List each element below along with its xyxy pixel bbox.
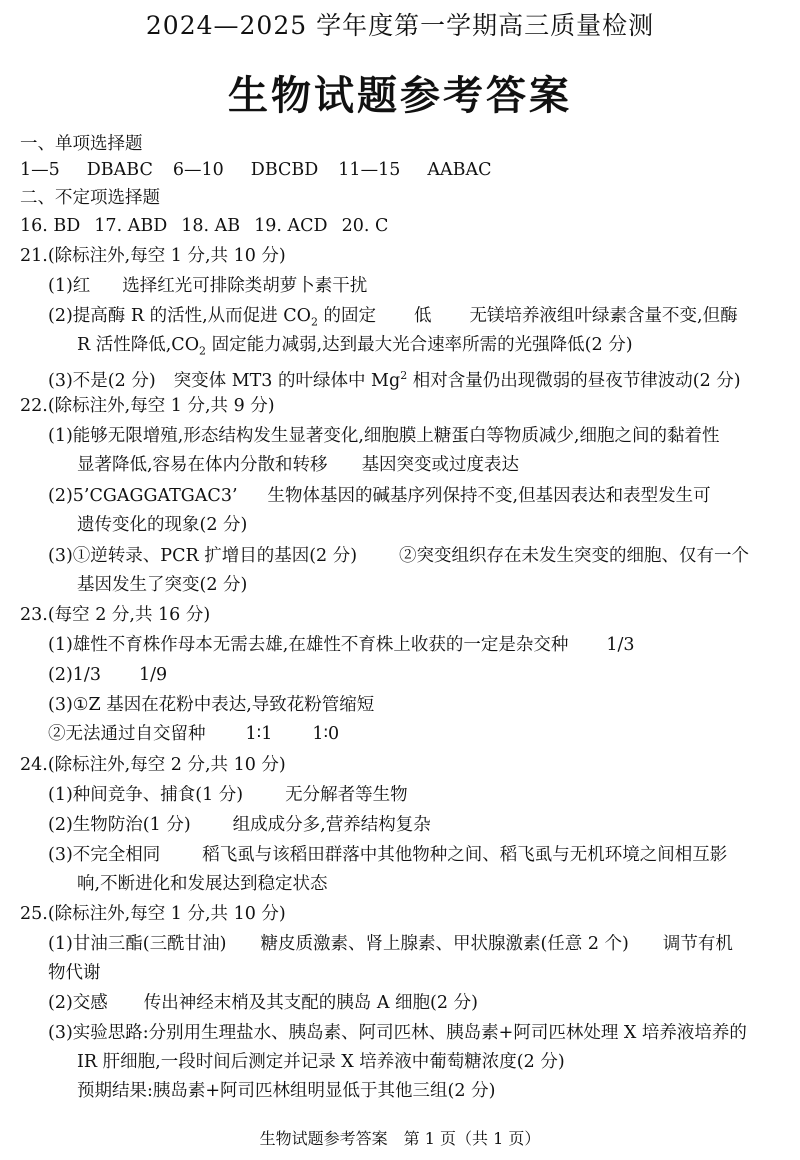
q23-p3-answer: ②无法通过自交留种 [48, 724, 206, 744]
q23-p1-answer: (1)雄性不育株作母本无需去雄,在雄性不育株上收获的一定是杂交种 [48, 635, 569, 655]
page-title: 生物试题参考答案 [228, 73, 572, 119]
page-footer: 生物试题参考答案 第 1 页（共 1 页） [259, 1129, 541, 1148]
q21-p2-reason: 无镁培养液组叶绿素含量不变,但酶 [469, 306, 738, 326]
q21-p1-answer: (1)红 [48, 276, 91, 296]
q22-p1-text: 显著降低,容易在体内分散和转移 [77, 455, 328, 475]
q23-p2-answer2: 1/9 [138, 665, 168, 685]
q22-header: 22.(除标注外,每空 1 分,共 9 分) [20, 396, 275, 416]
q25-p1-answer2: 糖皮质激素、肾上腺素、甲状腺激素(任意 2 个) [260, 934, 629, 954]
q21-header: 21.(除标注外,每空 1 分,共 10 分) [20, 246, 286, 266]
superscript: 2 [400, 369, 408, 382]
q22-part3-cont: 基因发生了突变(2 分) [77, 575, 248, 595]
q25-p2-answer: (2)交感 [48, 993, 108, 1013]
multi-choice-answers [20, 214, 388, 238]
answer-key-3: AABAC [427, 160, 492, 180]
q25-part1-cont: 物代谢 [48, 963, 101, 983]
q23-p3-ratio2: 1∶0 [312, 724, 340, 744]
answer-17: 17. ABD [94, 216, 168, 236]
q24-p2-answer2: 组成成分多,营养结构复杂 [232, 815, 431, 835]
q23-part3: (3)①Z 基因在花粉中表达,导致花粉管缩短 [48, 695, 375, 715]
q21-part3 [48, 364, 741, 393]
answer-range-2: 6—10 [172, 160, 224, 180]
q24-header: 24.(除标注外,每空 2 分,共 10 分) [20, 755, 286, 775]
answer-18: 18. AB [181, 216, 241, 236]
q21-p2-answer: 低 [414, 306, 432, 326]
answer-19: 19. ACD [254, 216, 328, 236]
q22-part2-cont: 遗传变化的现象(2 分) [77, 515, 248, 535]
q21-part2 [48, 304, 738, 335]
q25-part1 [48, 932, 733, 956]
q24-p3-reason: 稻飞虱与该稻田群落中其他物种之间、稻飞虱与无机环境之间相互影 [202, 845, 728, 865]
q24-p1-answer: (1)种间竞争、捕食(1 分) [48, 785, 244, 805]
q23-part2 [48, 663, 167, 687]
q22-p3-answer2: ②突变组织存在未发生突变的细胞、仅有一个 [399, 546, 750, 566]
q22-p1-answer: 基因突变或过度表达 [361, 455, 520, 475]
q25-part3: (3)实验思路:分别用生理盐水、胰岛素、阿司匹林、胰岛素+阿司匹林处理 X 培养液培养的 [48, 1023, 747, 1043]
q21-p3-reason-end: 相对含量仍出现微弱的昼夜节律波动(2 分) [407, 370, 741, 391]
q21-p2-reason-end: 固定能力减弱,达到最大光合速率所需的光强降低(2 分) [206, 335, 633, 355]
subscript: 2 [310, 315, 318, 329]
q21-p2-reason-cont: R 活性降低,CO [77, 335, 200, 355]
q21-p3-answer: (3)不是(2 分) [48, 370, 156, 391]
q24-part3-cont: 响,不断进化和发展达到稳定状态 [77, 874, 328, 894]
q24-part1 [48, 783, 408, 807]
answer-key-1: DBABC [86, 160, 153, 180]
q23-part1 [48, 633, 635, 657]
answer-key-2: DBCBD [250, 160, 319, 180]
q22-part3 [48, 544, 749, 568]
single-choice-answers [20, 158, 492, 182]
answer-20: 20. C [341, 216, 389, 236]
q24-part3 [48, 843, 727, 867]
q22-p2-sequence: (2)5’CGAGGATGAC3’ [48, 486, 238, 506]
q25-p1-answer: (1)甘油三酯(三酰甘油) [48, 934, 227, 954]
exam-header: 2024—2025 学年度第一学期高三质量检测 [145, 11, 655, 40]
q25-p2-answer2: 传出神经末梢及其支配的胰岛 A 细胞(2 分) [143, 993, 478, 1013]
q22-part1-cont [77, 453, 519, 477]
q22-p2-definition: 生物体基因的碱基序列保持不变,但基因表达和表型发生可 [267, 486, 711, 506]
subscript: 2 [199, 344, 207, 358]
q25-part3-result: 预期结果:胰岛素+阿司匹林组明显低于其他三组(2 分) [77, 1081, 496, 1101]
q21-p2-text-end: 的固定 [317, 306, 377, 326]
q25-p1-answer3: 调节有机 [662, 934, 733, 954]
q22-part2 [48, 484, 711, 508]
q25-header: 25.(除标注外,每空 1 分,共 10 分) [20, 904, 286, 924]
q21-p3-reason: 突变体 MT3 的叶绿体中 Mg [173, 370, 401, 391]
q23-part3-cont [48, 722, 339, 746]
q25-part2 [48, 991, 478, 1015]
q23-header: 23.(每空 2 分,共 16 分) [20, 605, 211, 625]
q23-p1-ratio: 1/3 [606, 635, 635, 655]
section-heading-multi-choice: 二、不定项选择题 [20, 188, 160, 208]
q21-part1 [48, 274, 367, 298]
q21-p1-reason: 选择红光可排除类胡萝卜素干扰 [122, 276, 368, 296]
q23-p3-ratio1: 1∶1 [245, 724, 273, 744]
answer-range-1: 1—5 [20, 160, 60, 180]
q22-p3-answer1: (3)①逆转录、PCR 扩增目的基因(2 分) [48, 546, 358, 566]
q25-part3-cont: IR 肝细胞,一段时间后测定并记录 X 培养液中葡萄糖浓度(2 分) [77, 1052, 565, 1072]
q23-p2-answer1: (2)1/3 [48, 665, 101, 685]
q24-p3-answer: (3)不完全相同 [48, 845, 161, 865]
answer-range-3: 11—15 [338, 160, 401, 180]
section-heading-single-choice: 一、单项选择题 [20, 134, 143, 154]
answer-16: 16. BD [20, 216, 81, 236]
q21-part2-cont [77, 333, 633, 364]
q24-part2 [48, 813, 431, 837]
q24-p1-answer2: 无分解者等生物 [285, 785, 408, 805]
q22-part1: (1)能够无限增殖,形态结构发生显著变化,细胞膜上糖蛋白等物质减少,细胞之间的黏着性 [48, 426, 720, 446]
q24-p2-answer: (2)生物防治(1 分) [48, 815, 191, 835]
q21-p2-text: (2)提高酶 R 的活性,从而促进 CO [48, 306, 311, 326]
